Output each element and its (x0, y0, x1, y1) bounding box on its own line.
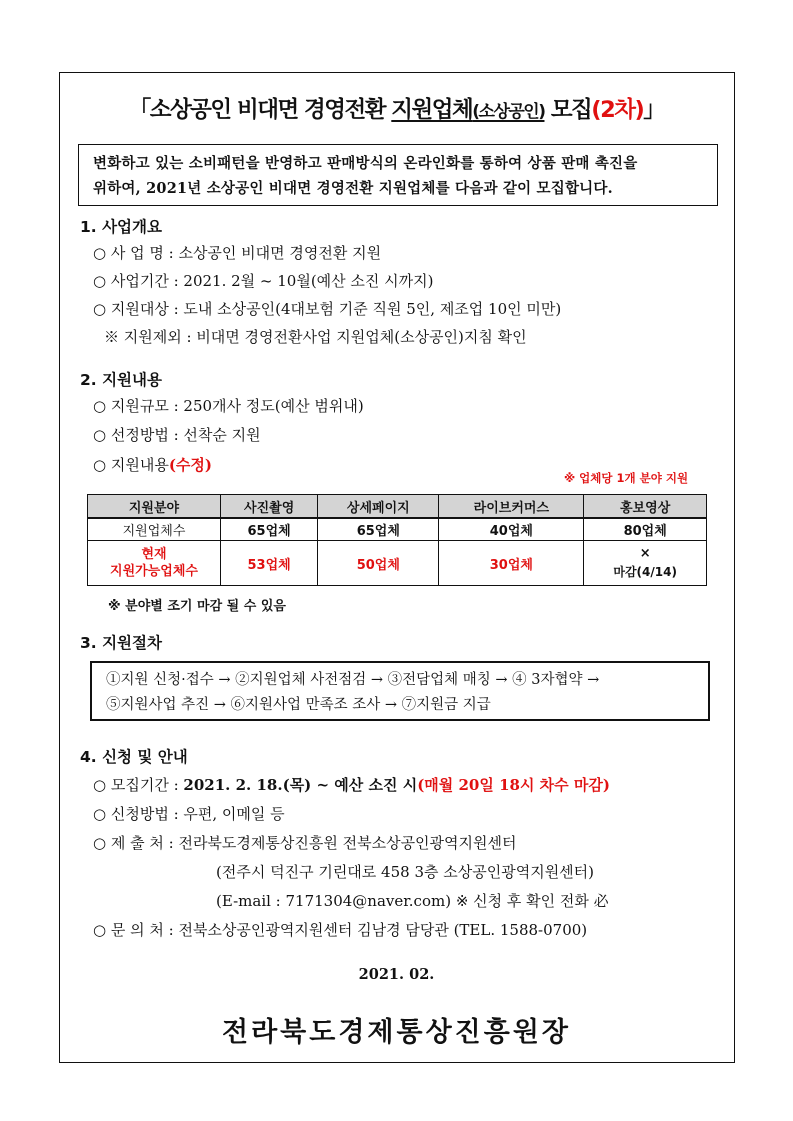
s1-item-period: ○ 사업기간 : 2021. 2월 ~ 10월(예산 소진 시까지) (93, 272, 434, 290)
closed-mark: × (639, 546, 651, 561)
table-cell: 53업체 (221, 541, 318, 586)
title-round: (2차) (591, 97, 644, 123)
s2-item-method: ○ 선정방법 : 선착순 지원 (93, 426, 261, 444)
s4-item-method: ○ 신청방법 : 우편, 이메일 등 (93, 805, 285, 823)
table-row (88, 541, 707, 586)
support-table (87, 494, 707, 586)
table-cell: 65업체 (221, 518, 318, 541)
section-3-heading: 3. 지원절차 (80, 634, 162, 652)
early-close-note: ※ 분야별 조기 마감 될 수 있음 (108, 599, 286, 614)
title-underlined: 지원업체(소상공인) (391, 97, 545, 123)
table-cell: 50업체 (318, 541, 439, 586)
closed-text: 마감(4/14) (613, 565, 677, 579)
procedure-box (90, 661, 710, 721)
table-cell: 현재 지원가능업체수 (88, 541, 221, 586)
s4-item-contact: ○ 문 의 처 : 전북소상공인광역지원센터 김남경 담당관 (TEL. 1588-0700) (93, 921, 588, 939)
section-2-heading: 2. 지원내용 (80, 371, 162, 389)
title-suffix: 」 (643, 97, 665, 123)
s1-item-target: ○ 지원대상 : 도내 소상공인(4대보험 기준 직원 5인, 제조업 10인 미만) (93, 300, 562, 318)
table-header-row (88, 495, 707, 519)
table-cell: 80업체 (584, 518, 707, 541)
s4-email: (E-mail : 7171304@naver.com) ※ 신청 후 확인 전화 必 (216, 892, 609, 910)
intro-box (78, 144, 718, 206)
intro-line-1: 변화하고 있는 소비패턴을 반영하고 판매방식의 온라인화를 통하여 상품 판매 촉진을 (93, 155, 638, 172)
table-note: ※ 업체당 1개 분야 지원 (564, 471, 689, 485)
period-note: (매월 20일 18시 차수 마감) (417, 776, 610, 794)
table-cell: 30업체 (439, 541, 584, 586)
table-cell: 40업체 (439, 518, 584, 541)
s1-item-name: ○ 사 업 명 : 소상공인 비대면 경영전환 지원 (93, 244, 382, 262)
s4-item-period: ○ 모집기간 : 2021. 2. 18.(목) ~ 예산 소진 시(매월 20일 18시 차수 마감) (93, 776, 610, 794)
procedure-line-2: ⑤지원사업 추진 → ⑥지원사업 만족조 조사 → ⑦지원금 지급 (106, 697, 491, 713)
s2-item-scale: ○ 지원규모 : 250개사 정도(예산 범위내) (93, 397, 364, 415)
issuer-signature: 전라북도경제통상진흥원장 (222, 1017, 571, 1048)
s2-item-content: ○ 지원내용(수정) (93, 456, 213, 474)
section-1-heading: 1. 사업개요 (80, 218, 162, 236)
s4-item-submit: ○ 제 출 처 : 전라북도경제통상진흥원 전북소상공인광역지원센터 (93, 834, 517, 852)
procedure-line-1: ①지원 신청·접수 → ②지원업체 사전점검 → ③전담업체 매칭 → ④ 3자협약 → (106, 672, 600, 688)
document-date: 2021. 02. (358, 966, 435, 983)
revised-mark: (수정) (168, 456, 213, 474)
page-title (0, 92, 793, 124)
table-row (88, 518, 707, 541)
title-mid: 모집 (544, 97, 592, 123)
intro-line-2: 위하여, 2021년 소상공인 비대면 경영전환 지원업체를 다음과 같이 모집합니다. (93, 180, 613, 197)
table-header: 라이브커머스 (439, 495, 584, 519)
title-prefix: 「소상공인 비대면 경영전환 (128, 97, 392, 123)
table-cell: 65업체 (318, 518, 439, 541)
s1-item-exclusion: ※ 지원제외 : 비대면 경영전환사업 지원업체(소상공인)지침 확인 (104, 328, 527, 346)
table-cell: 지원업체수 (88, 518, 221, 541)
period-value: 2021. 2. 18.(목) ~ 예산 소진 시 (183, 776, 418, 794)
table-header: 지원분야 (88, 495, 221, 519)
table-cell-closed (584, 541, 707, 586)
table-header: 홍보영상 (584, 495, 707, 519)
table-header: 사진촬영 (221, 495, 318, 519)
section-4-heading: 4. 신청 및 안내 (80, 748, 188, 766)
table-header: 상세페이지 (318, 495, 439, 519)
s4-address: (전주시 덕진구 기린대로 458 3층 소상공인광역지원센터) (216, 863, 595, 881)
